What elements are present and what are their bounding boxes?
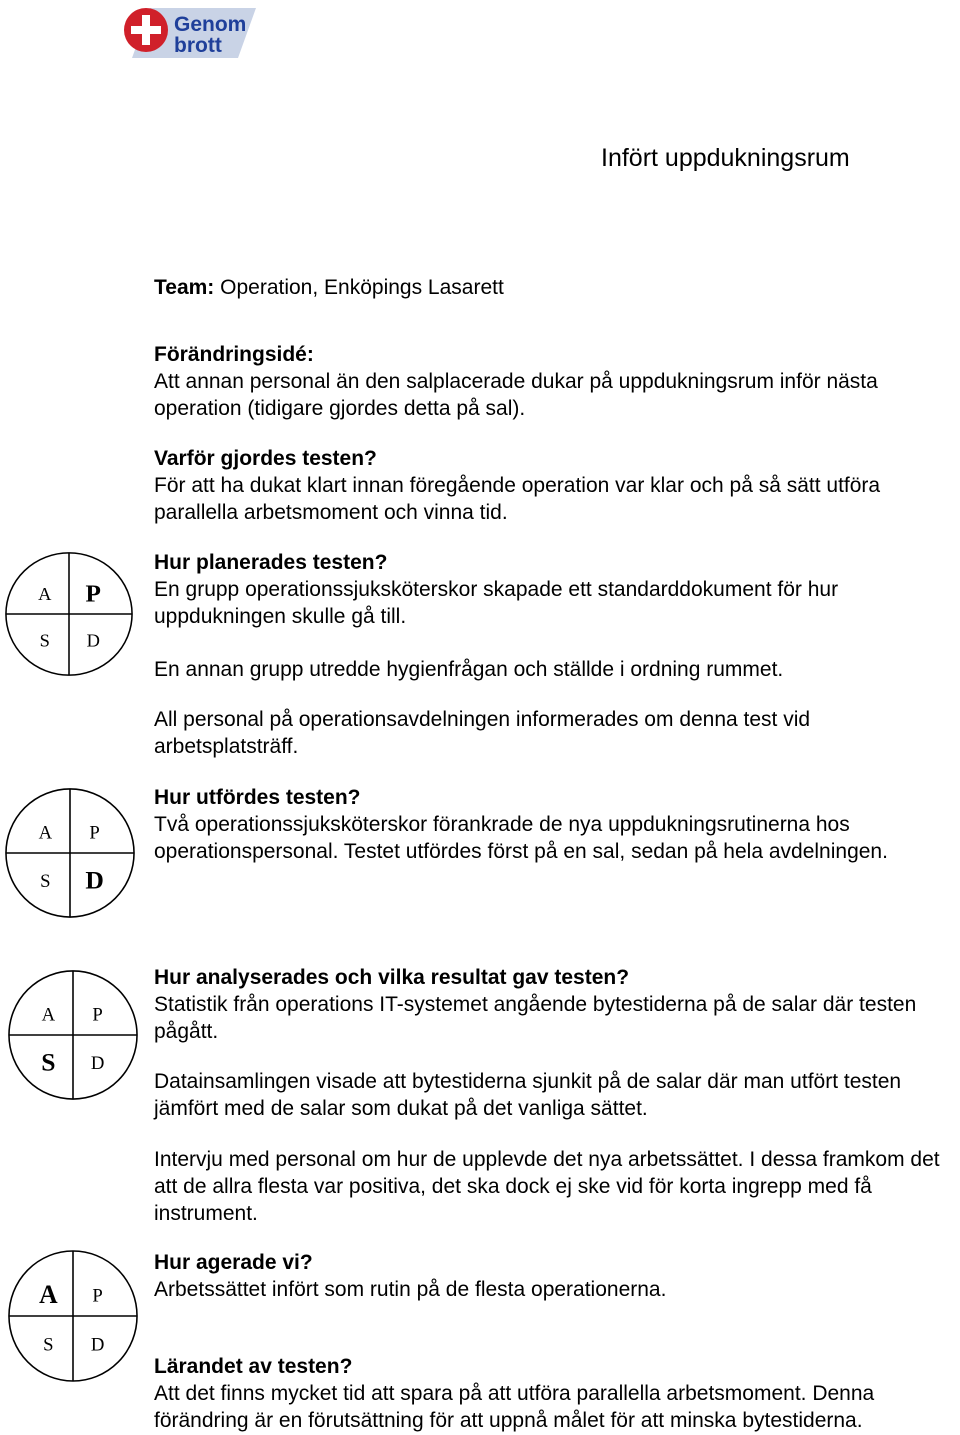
pdsa-letter-a: A	[38, 822, 53, 844]
learn-text: Att det finns mycket tid att spara på att utföra parallella arbetsmoment. Denna förändring är en förutsättning för att uppnå målet för att minska bytestiderna.	[154, 1382, 875, 1432]
learn-section	[154, 1353, 960, 1434]
act-text: Arbetssättet infört som rutin på de flesta operationerna.	[154, 1278, 667, 1301]
pdsa-letter-d: D	[85, 865, 104, 895]
team-value: Operation, Enköpings Lasarett	[214, 276, 504, 299]
act-heading: Hur agerade vi?	[154, 1251, 313, 1274]
pdsa-letter-p: P	[92, 1004, 103, 1026]
pdsa-cycle-act	[7, 1249, 139, 1383]
why-section	[154, 445, 960, 526]
pdsa-letter-d: D	[86, 630, 100, 651]
pdsa-letter-p: P	[89, 822, 100, 844]
pdsa-letter-a: A	[39, 1279, 58, 1310]
plan-text-2: En annan grupp utredde hygienfrågan och ställde i ordning rummet.	[154, 658, 784, 681]
do-heading: Hur utfördes testen?	[154, 786, 361, 809]
pdsa-letter-p: P	[85, 581, 101, 608]
study-section	[154, 964, 960, 1227]
do-text: Två operationssjuksköterskor förankrade de nya uppdukningsrutinerna hos operationspersonal. Testet utfördes först på en sal, sedan på hela avdelningen.	[154, 813, 888, 863]
pdsa-cycle-study	[7, 969, 139, 1101]
plan-text-1: En grupp operationssjuksköterskor skapade ett standarddokument för hur uppdukningen skulle gå till.	[154, 578, 839, 628]
team-line	[154, 276, 504, 300]
pdsa-letter-s: S	[43, 1334, 54, 1356]
pdsa-cycle-plan	[4, 551, 134, 677]
study-text-2: Datainsamlingen visade att bytestiderna sjunkit på de salar där man utfört testen jämfört med de salar som dukat på det vanliga sättet.	[154, 1070, 902, 1120]
act-section	[154, 1249, 960, 1303]
do-section	[154, 784, 960, 865]
study-text-3: Intervju med personal om hur de upplevde det nya arbetssättet. I dessa framkom det att de allra flesta var positiva, det ska dock ej ske vid för korta ingrepp med få instrument.	[154, 1148, 940, 1225]
study-heading: Hur analyserades och vilka resultat gav testen?	[154, 966, 630, 989]
pdsa-cycle-do	[4, 787, 136, 919]
svg-text:Genom: Genom	[174, 13, 247, 36]
pdsa-letter-s: S	[41, 1047, 56, 1077]
study-text-1: Statistik från operations IT-systemet angående bytestiderna på de salar där testen pågått.	[154, 993, 917, 1043]
why-text: För att ha dukat klart innan föregående operation var klar och på så sätt utföra parallella arbetsmoment och vinna tid.	[154, 474, 881, 524]
page-title: Infört uppdukningsrum	[601, 144, 850, 172]
plan-section	[154, 549, 960, 760]
team-label: Team:	[154, 276, 215, 299]
why-heading: Varför gjordes testen?	[154, 447, 377, 470]
plan-text-3: All personal på operationsavdelningen informerades om denna test vid arbetsplatsträff.	[154, 708, 811, 758]
pdsa-letter-s: S	[39, 630, 50, 651]
pdsa-letter-a: A	[41, 1004, 56, 1026]
pdsa-letter-s: S	[40, 870, 51, 892]
pdsa-letter-p: P	[92, 1285, 103, 1307]
idea-text: Att annan personal än den salplacerade dukar på uppdukningsrum inför nästa operation (tidigare gjordes detta på sal).	[154, 370, 878, 420]
genombrott-logo	[118, 2, 258, 60]
learn-heading: Lärandet av testen?	[154, 1355, 353, 1378]
pdsa-letter-a: A	[38, 584, 52, 605]
plan-heading: Hur planerades testen?	[154, 551, 388, 574]
idea-section	[154, 341, 960, 422]
pdsa-letter-d: D	[90, 1052, 105, 1074]
pdsa-letter-d: D	[90, 1334, 105, 1356]
svg-text:brott: brott	[174, 34, 222, 57]
idea-heading: Förändringsidé:	[154, 343, 314, 366]
